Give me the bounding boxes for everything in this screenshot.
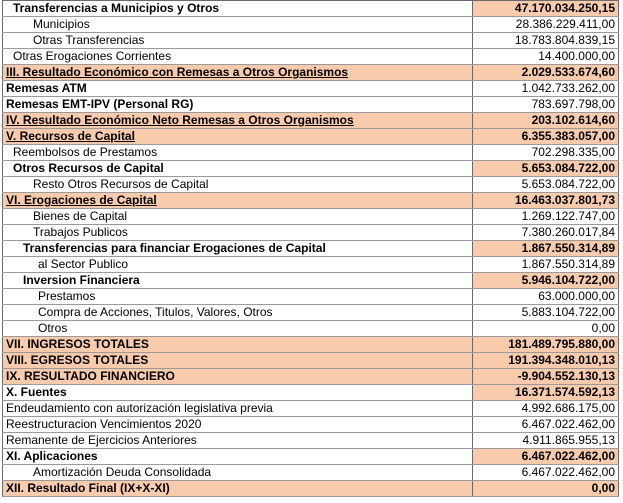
table-row <box>3 321 619 337</box>
row-value: 5.653.084.722,00 <box>473 177 619 193</box>
row-label: Compra de Acciones, Titulos, Valores, Otros <box>3 305 473 321</box>
table-row <box>3 33 619 49</box>
row-label: V. Recursos de Capital <box>3 129 473 145</box>
row-label: Amortización Deuda Consolidada <box>3 465 473 481</box>
row-label: VIII. EGRESOS TOTALES <box>3 353 473 369</box>
table-row <box>3 385 619 401</box>
row-label: al Sector Publico <box>3 257 473 273</box>
row-value: 6.467.022.462,00 <box>473 417 619 433</box>
row-value: 181.489.795.880,00 <box>473 337 619 353</box>
row-value: 1.269.122.747,00 <box>473 209 619 225</box>
row-value: 783.697.798,00 <box>473 97 619 113</box>
row-label: IV. Resultado Económico Neto Remesas a Otros Organismos <box>3 113 473 129</box>
row-value: 5.883.104.722,00 <box>473 305 619 321</box>
table-row <box>3 449 619 465</box>
row-value: 5.653.084.722,00 <box>473 161 619 177</box>
row-value: 18.783.804.839,15 <box>473 33 619 49</box>
table-row <box>3 465 619 481</box>
budget-table <box>2 0 619 497</box>
row-value: 1.042.733.262,00 <box>473 81 619 97</box>
table-row <box>3 289 619 305</box>
table-row <box>3 481 619 497</box>
row-label: Reembolsos de Prestamos <box>3 145 473 161</box>
table-row <box>3 225 619 241</box>
table-row <box>3 401 619 417</box>
table-row <box>3 65 619 81</box>
row-label: Municipios <box>3 17 473 33</box>
table-row <box>3 305 619 321</box>
row-value: 63.000.000,00 <box>473 289 619 305</box>
row-label: X. Fuentes <box>3 385 473 401</box>
row-value: 4.911.865.955,13 <box>473 433 619 449</box>
row-value: 0,00 <box>473 481 619 497</box>
row-label: VI. Erogaciones de Capital <box>3 193 473 209</box>
row-label: III. Resultado Económico con Remesas a Otros Organismos <box>3 65 473 81</box>
row-label: Otras Erogaciones Corrientes <box>3 49 473 65</box>
row-label: VII. INGRESOS TOTALES <box>3 337 473 353</box>
row-value: 5.946.104.722,00 <box>473 273 619 289</box>
table-row <box>3 81 619 97</box>
row-value: 6.467.022.462,00 <box>473 465 619 481</box>
row-value: 7.380.260.017,84 <box>473 225 619 241</box>
row-value: 4.992.686.175,00 <box>473 401 619 417</box>
row-label: Otros Recursos de Capital <box>3 161 473 177</box>
row-label: XI. Aplicaciones <box>3 449 473 465</box>
table-row <box>3 257 619 273</box>
row-label: Otros <box>3 321 473 337</box>
table-row <box>3 193 619 209</box>
table-row <box>3 145 619 161</box>
table-row <box>3 17 619 33</box>
row-label: Remanente de Ejercicios Anteriores <box>3 433 473 449</box>
row-label: Transferencias a Municipios y Otros <box>3 1 473 17</box>
row-label: Inversion Financiera <box>3 273 473 289</box>
table-row <box>3 97 619 113</box>
table-row <box>3 49 619 65</box>
table-row <box>3 241 619 257</box>
table-row <box>3 273 619 289</box>
row-value: 14.400.000,00 <box>473 49 619 65</box>
row-value: 16.371.574.592,13 <box>473 385 619 401</box>
table-row <box>3 337 619 353</box>
table-row <box>3 113 619 129</box>
row-label: Trabajos Publicos <box>3 225 473 241</box>
row-value: 6.467.022.462,00 <box>473 449 619 465</box>
table-row <box>3 369 619 385</box>
row-label: Prestamos <box>3 289 473 305</box>
table-row <box>3 417 619 433</box>
row-value: 6.355.383.057,00 <box>473 129 619 145</box>
row-label: Remesas ATM <box>3 81 473 97</box>
row-label: Transferencias para financiar Erogaciones de Capital <box>3 241 473 257</box>
row-label: Endeudamiento con autorización legislativa previa <box>3 401 473 417</box>
row-label: Resto Otros Recursos de Capital <box>3 177 473 193</box>
row-label: Otras Transferencias <box>3 33 473 49</box>
row-value: 2.029.533.674,60 <box>473 65 619 81</box>
row-value: 203.102.614,60 <box>473 113 619 129</box>
table-row <box>3 129 619 145</box>
row-value: 28.386.229.411,00 <box>473 17 619 33</box>
row-label: Reestructuracion Vencimientos 2020 <box>3 417 473 433</box>
row-label: Bienes de Capital <box>3 209 473 225</box>
row-value: -9.904.552.130,13 <box>473 369 619 385</box>
table-row <box>3 209 619 225</box>
table-row <box>3 1 619 17</box>
row-value: 0,00 <box>473 321 619 337</box>
row-value: 702.298.335,00 <box>473 145 619 161</box>
row-label: Remesas EMT-IPV (Personal RG) <box>3 97 473 113</box>
row-value: 16.463.037.801,73 <box>473 193 619 209</box>
table-row <box>3 353 619 369</box>
row-label: IX. RESULTADO FINANCIERO <box>3 369 473 385</box>
table-row <box>3 161 619 177</box>
row-value: 191.394.348.010,13 <box>473 353 619 369</box>
table-row <box>3 177 619 193</box>
row-value: 1.867.550.314,89 <box>473 241 619 257</box>
row-value: 1.867.550.314,89 <box>473 257 619 273</box>
row-value: 47.170.034.250,15 <box>473 1 619 17</box>
row-label: XII. Resultado Final (IX+X-XI) <box>3 481 473 497</box>
table-row <box>3 433 619 449</box>
